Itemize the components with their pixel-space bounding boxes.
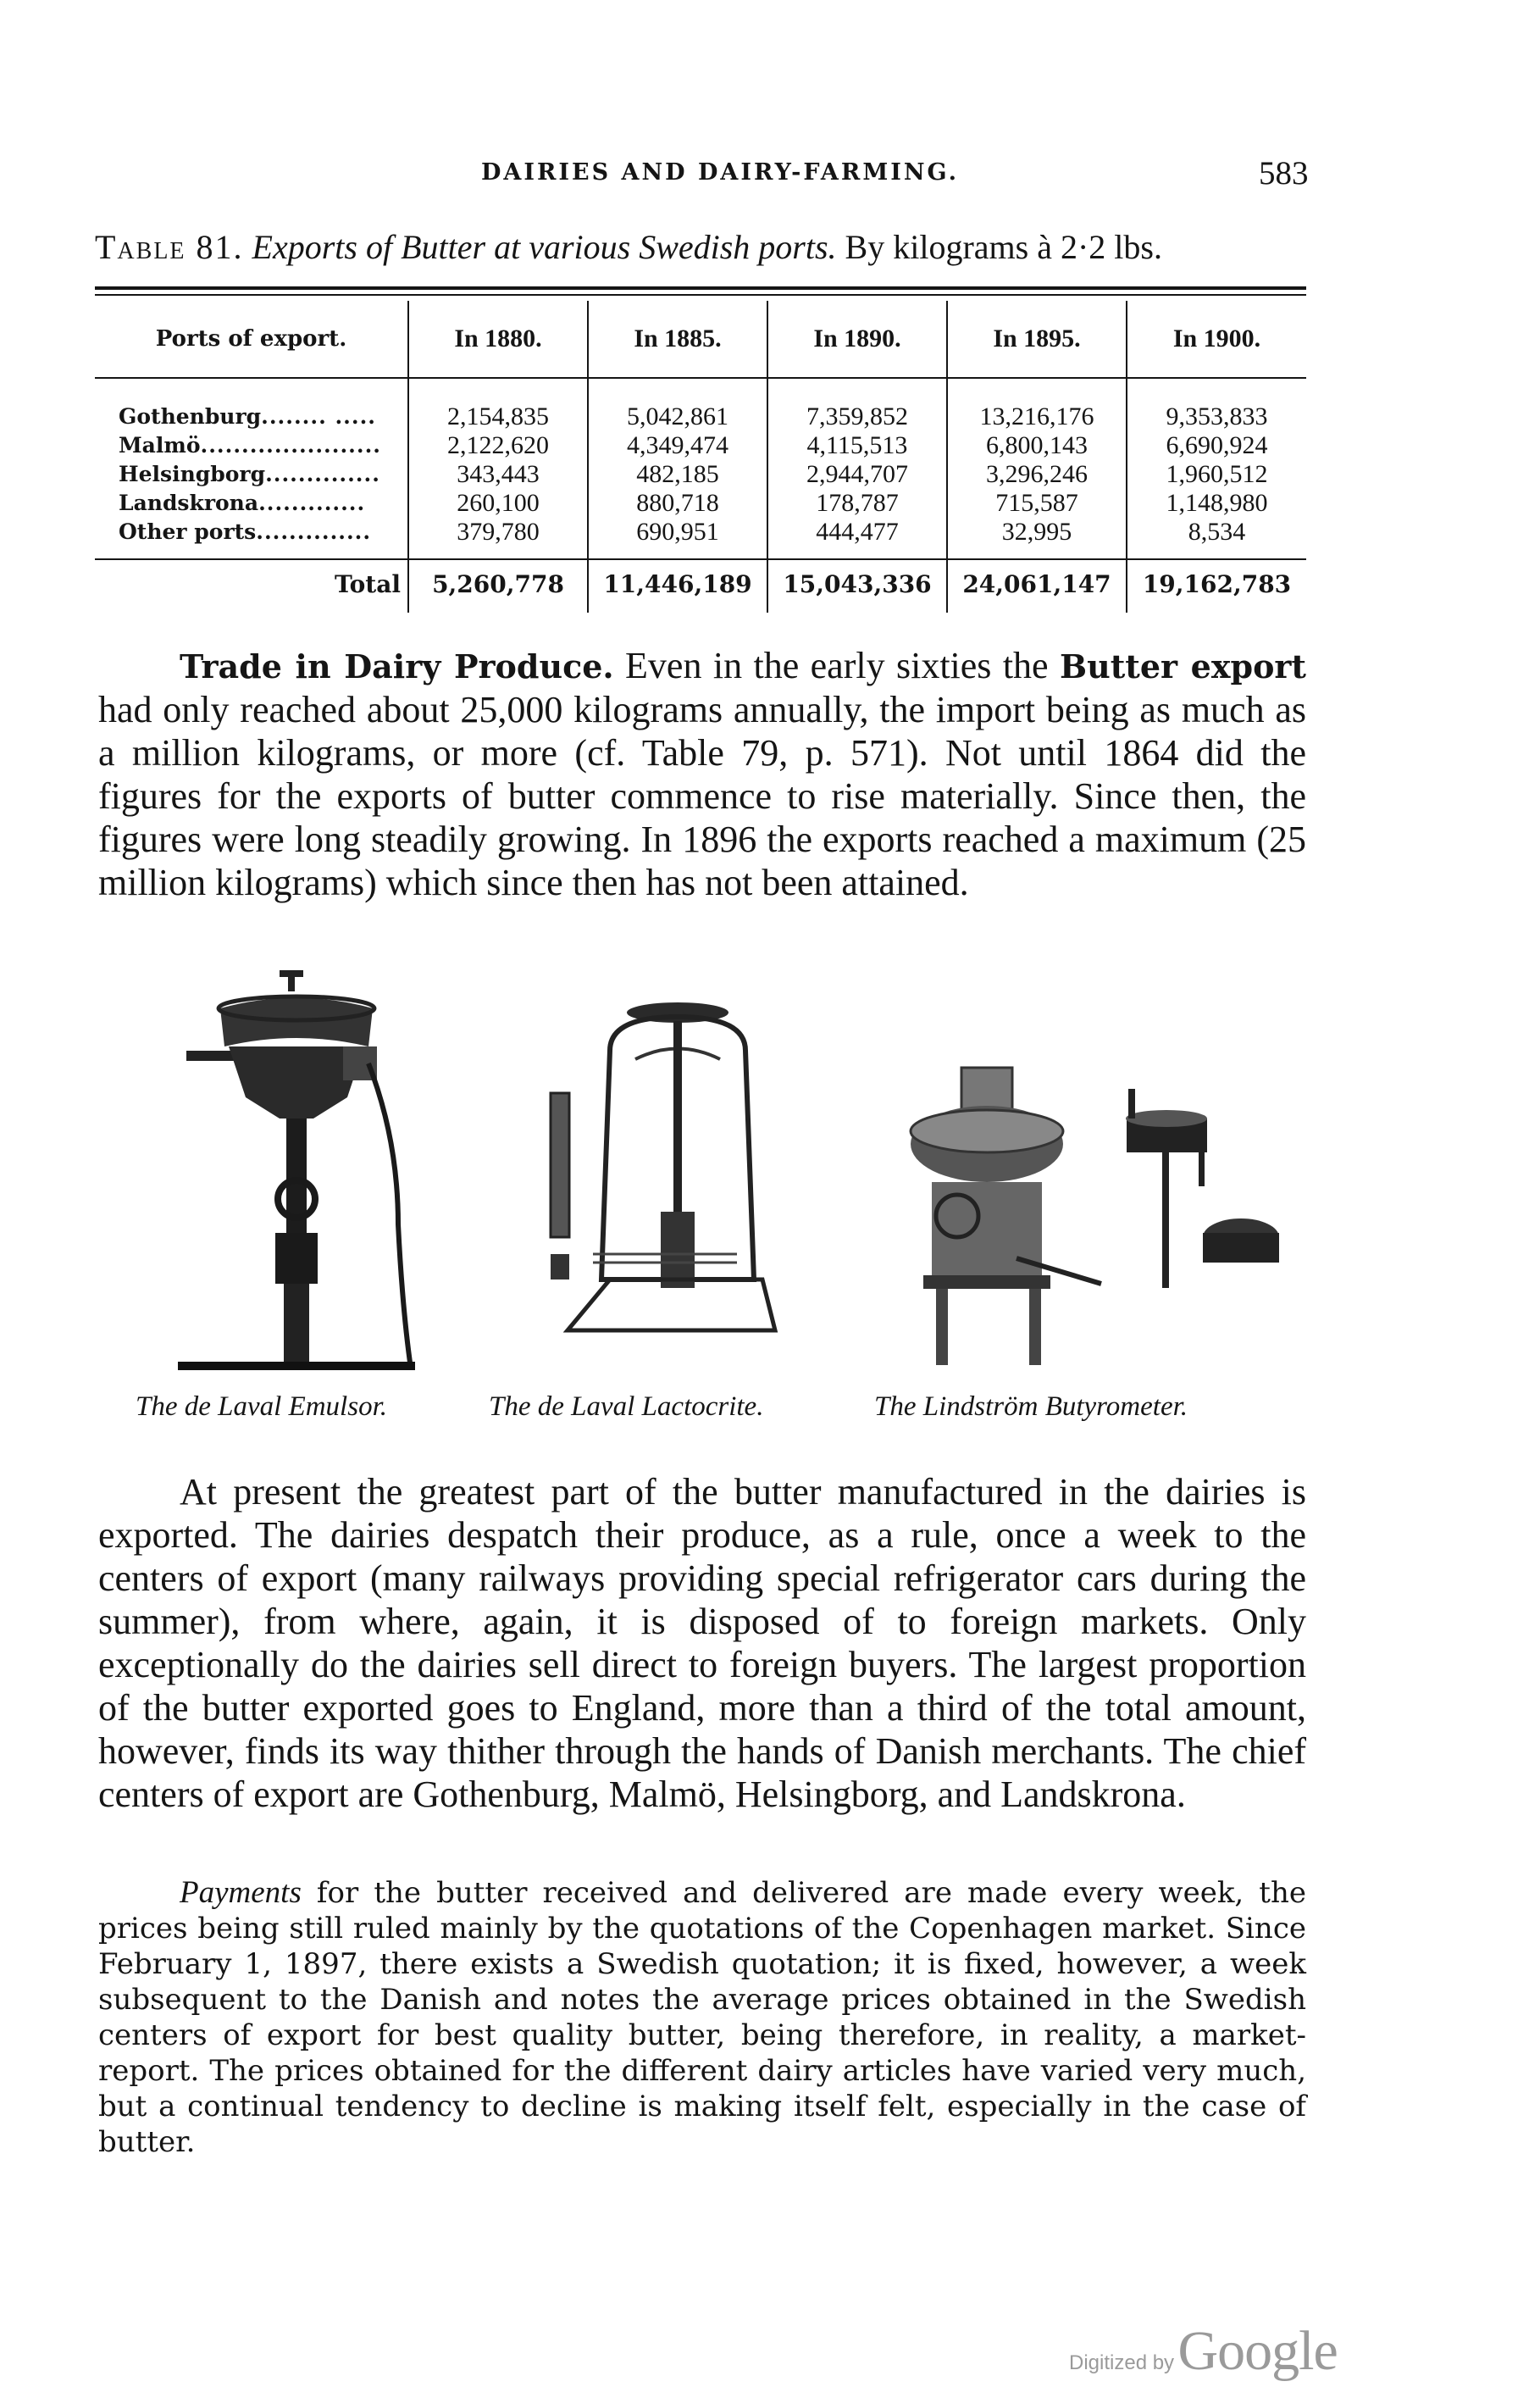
port-name: Gothenburg........ ..... bbox=[119, 404, 376, 429]
table-row bbox=[95, 460, 1306, 489]
payments-lead: Payments bbox=[180, 1875, 302, 1910]
table-cell: 6,800,143 bbox=[947, 431, 1127, 460]
emulsor-caption: The de Laval Emulsor. bbox=[136, 1391, 387, 1422]
table-cell: 8,534 bbox=[1127, 518, 1306, 559]
table-row bbox=[95, 489, 1306, 518]
total-cell: 11,446,189 bbox=[588, 559, 767, 613]
column-header: In 1885. bbox=[588, 301, 767, 378]
table-cell: 2,122,620 bbox=[408, 431, 588, 460]
port-name: Malmö...................... bbox=[119, 433, 381, 458]
emulsor-illustration bbox=[169, 970, 424, 1377]
running-title: DAIRIES AND DAIRY-FARMING. bbox=[481, 159, 960, 186]
table-unit-note: By kilograms à 2·2 lbs. bbox=[845, 228, 1162, 266]
table-cell: 4,349,474 bbox=[588, 431, 767, 460]
table-cell: 379,780 bbox=[408, 518, 588, 559]
trade-heading: Trade in Dairy Produce. bbox=[180, 647, 614, 686]
total-cell: 15,043,336 bbox=[767, 559, 947, 613]
port-name: Helsingborg.............. bbox=[119, 462, 380, 486]
butter-export-phrase: Butter export bbox=[1059, 647, 1306, 686]
table-cell: 1,960,512 bbox=[1127, 460, 1306, 489]
table-caption bbox=[95, 227, 1162, 267]
lactocrite-caption: The de Laval Lactocrite. bbox=[489, 1391, 764, 1422]
table-row bbox=[95, 518, 1306, 559]
table-cell: 482,185 bbox=[588, 460, 767, 489]
table-cell: 7,359,852 bbox=[767, 378, 947, 431]
total-label: Total bbox=[95, 559, 408, 613]
column-header: Ports of export. bbox=[95, 301, 408, 378]
lactocrite-illustration bbox=[542, 1000, 779, 1356]
port-name: Other ports.............. bbox=[119, 519, 372, 544]
total-cell: 5,260,778 bbox=[408, 559, 588, 613]
butyrometer-illustration bbox=[906, 1063, 1279, 1368]
google-logo: Google bbox=[1177, 2320, 1338, 2382]
table-cell: 4,115,513 bbox=[767, 431, 947, 460]
column-header: In 1880. bbox=[408, 301, 588, 378]
table-cell: 13,216,176 bbox=[947, 378, 1127, 431]
total-cell: 19,162,783 bbox=[1127, 559, 1306, 613]
table-label: Table 81. bbox=[95, 228, 244, 266]
butyrometer-caption: The Lindström Butyrometer. bbox=[874, 1391, 1188, 1422]
trade-paragraph: Trade in Dairy Produce. Even in the early sixties the Butter export had only reached about 25,000 kilograms annually, the import being as much as a million kilograms, or more (cf. Table 79, p. 571). Not until 1864 did the figures for the exports of butter commence to rise materially. Since then, the figures were long steadily growing. In 1896 the exports reached a maximum (25 million kilograms) which since then has not been attained. bbox=[98, 645, 1306, 903]
table-header-row bbox=[95, 301, 1306, 378]
table-cell: 260,100 bbox=[408, 489, 588, 518]
column-header: In 1895. bbox=[947, 301, 1127, 378]
total-cell: 24,061,147 bbox=[947, 559, 1127, 613]
table-cell: 6,690,924 bbox=[1127, 431, 1306, 460]
table-cell: 2,944,707 bbox=[767, 460, 947, 489]
table-cell: 5,042,861 bbox=[588, 378, 767, 431]
table-cell: 9,353,833 bbox=[1127, 378, 1306, 431]
export-paragraph: At present the greatest part of the butter manufactured in the dairies is exported. The dairies despatch their produce, as a rule, once a week to the centers of export (many railways providing special refrigerator cars during the summer), from where, again, it is disposed of to foreign markets. Only exceptionally do the dairies sell direct to foreign buyers. The largest proportion of the butter exported goes to England, more than a third of the total amount, however, finds its way thither through the hands of Danish merchants. The chief centers of export are Gothenburg, Malmö, Helsingborg, and Landskrona. bbox=[98, 1471, 1306, 1815]
table-cell: 2,154,835 bbox=[408, 378, 588, 431]
page-number: 583 bbox=[1259, 155, 1309, 192]
column-header: In 1900. bbox=[1127, 301, 1306, 378]
payments-paragraph: Payments for the butter received and delivered are made every week, the prices being still ruled mainly by the quotations of the Copenhagen market. Since February 1, 1897, there exists a Swedish quotation; it is fixed, however, a week subsequent to the Danish and notes the average prices obtained in the Swedish centers of export for best quality butter, being therefore, in reality, a market-report. The prices obtained for the different dairy articles have varied very much, but a continual tendency to decline is making itself felt, especially in the case of butter. bbox=[98, 1875, 1306, 2159]
table-cell: 3,296,246 bbox=[947, 460, 1127, 489]
table-cell: 715,587 bbox=[947, 489, 1127, 518]
table-title: Exports of Butter at various Swedish ports. bbox=[252, 228, 837, 266]
port-name: Landskrona............. bbox=[119, 491, 366, 515]
table-cell: 343,443 bbox=[408, 460, 588, 489]
table-top-rule-thin bbox=[95, 294, 1306, 296]
table-cell: 1,148,980 bbox=[1127, 489, 1306, 518]
table-cell: 444,477 bbox=[767, 518, 947, 559]
table-total-row bbox=[95, 559, 1306, 613]
column-header: In 1890. bbox=[767, 301, 947, 378]
table-cell: 32,995 bbox=[947, 518, 1127, 559]
table-row bbox=[95, 378, 1306, 431]
table-cell: 178,787 bbox=[767, 489, 947, 518]
watermark-prefix: Digitized by bbox=[1069, 2351, 1175, 2374]
table-cell: 880,718 bbox=[588, 489, 767, 518]
table-row bbox=[95, 431, 1306, 460]
digitized-by-google-watermark bbox=[1069, 2319, 1338, 2384]
butter-exports-table bbox=[95, 301, 1306, 613]
table-cell: 690,951 bbox=[588, 518, 767, 559]
table-top-rule-thick bbox=[95, 286, 1306, 290]
